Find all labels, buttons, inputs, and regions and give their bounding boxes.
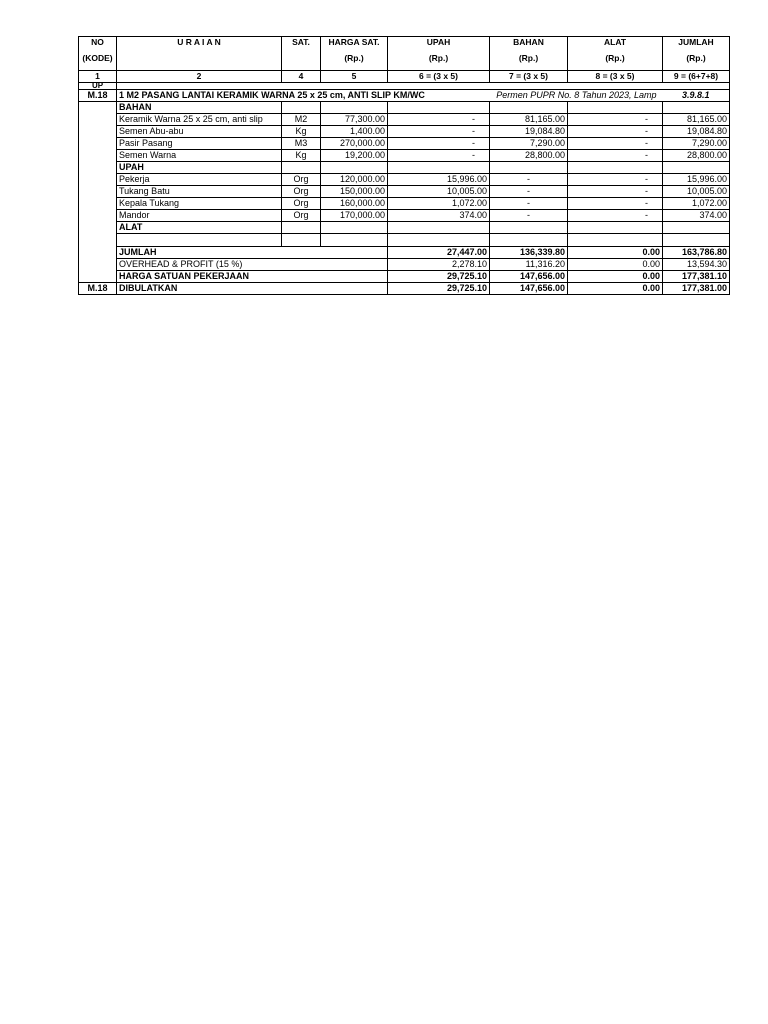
col-header-sat: SAT.	[282, 37, 321, 49]
harga-satuan-upah: 29,725.10	[388, 270, 490, 282]
row-upah: 10,005.00	[388, 185, 490, 197]
row-unit: Org	[282, 209, 321, 221]
row-unit: Org	[282, 185, 321, 197]
row-unit: M3	[282, 137, 321, 149]
header-row-units	[79, 48, 730, 70]
section-bahan-row	[79, 101, 730, 113]
row-desc: Semen Abu-abu	[117, 125, 282, 137]
table-row	[79, 113, 730, 125]
col-header-sat-unit	[282, 48, 321, 70]
row-upah: -	[388, 137, 490, 149]
row-price: 19,200.00	[321, 149, 388, 161]
row-jumlah: 10,005.00	[663, 185, 730, 197]
overhead-row	[79, 258, 730, 270]
col-header-uraian: U R A I A N	[117, 37, 282, 49]
row-bahan: -	[490, 197, 568, 209]
dibulatkan-alat: 0.00	[568, 282, 663, 294]
row-unit: Kg	[282, 125, 321, 137]
row-bahan: 7,290.00	[490, 137, 568, 149]
col-header-upah: UPAH	[388, 37, 490, 49]
item-code: M.18	[79, 89, 117, 101]
col-header-bahan: BAHAN	[490, 37, 568, 49]
row-desc: Kepala Tukang	[117, 197, 282, 209]
total-jumlah-upah: 27,447.00	[388, 246, 490, 258]
row-desc: Tukang Batu	[117, 185, 282, 197]
overhead-label: OVERHEAD & PROFIT (15 %)	[117, 258, 388, 270]
row-upah: -	[388, 149, 490, 161]
row-desc: Semen Warna	[117, 149, 282, 161]
header-row-titles	[79, 37, 730, 49]
row-price: 270,000.00	[321, 137, 388, 149]
table-row	[79, 173, 730, 185]
empty-row	[79, 233, 730, 246]
row-upah: -	[388, 113, 490, 125]
harga-satuan-total: 177,381.10	[663, 270, 730, 282]
row-alat: -	[568, 149, 663, 161]
row-desc: Pasir Pasang	[117, 137, 282, 149]
dibulatkan-row	[79, 282, 730, 294]
code-prefix-row	[79, 82, 730, 89]
col-header-kode: (KODE)	[79, 48, 117, 70]
table-row	[79, 125, 730, 137]
dibulatkan-bahan: 147,656.00	[490, 282, 568, 294]
col-header-alat-unit: (Rp.)	[568, 48, 663, 70]
col-header-harga-sat: HARGA SAT.	[321, 37, 388, 49]
section-upah-row	[79, 161, 730, 173]
row-desc: Pekerja	[117, 173, 282, 185]
row-bahan: 81,165.00	[490, 113, 568, 125]
row-unit: M2	[282, 113, 321, 125]
row-jumlah: 374.00	[663, 209, 730, 221]
total-jumlah-alat: 0.00	[568, 246, 663, 258]
col-number-1: 1	[79, 70, 117, 82]
item-title-row	[79, 89, 730, 101]
col-number-7: 7 = (3 x 5)	[490, 70, 568, 82]
row-price: 120,000.00	[321, 173, 388, 185]
section-upah-label: UPAH	[117, 161, 282, 173]
total-jumlah-total: 163,786.80	[663, 246, 730, 258]
row-price: 1,400.00	[321, 125, 388, 137]
col-header-bahan-unit: (Rp.)	[490, 48, 568, 70]
row-alat: -	[568, 125, 663, 137]
harga-satuan-row	[79, 270, 730, 282]
section-alat-label: ALAT	[117, 221, 282, 233]
col-number-4: 4	[282, 70, 321, 82]
row-jumlah: 28,800.00	[663, 149, 730, 161]
overhead-alat: 0.00	[568, 258, 663, 270]
row-price: 150,000.00	[321, 185, 388, 197]
header-row-numbers	[79, 70, 730, 82]
row-price: 77,300.00	[321, 113, 388, 125]
dibulatkan-code: M.18	[79, 282, 117, 294]
row-unit: Org	[282, 197, 321, 209]
row-bahan: -	[490, 185, 568, 197]
harga-satuan-label: HARGA SATUAN PEKERJAAN	[117, 270, 388, 282]
overhead-upah: 2,278.10	[388, 258, 490, 270]
row-unit: Org	[282, 173, 321, 185]
col-header-no: NO	[79, 37, 117, 49]
table-row	[79, 185, 730, 197]
row-jumlah: 7,290.00	[663, 137, 730, 149]
total-jumlah-label: JUMLAH	[117, 246, 388, 258]
row-upah: 374.00	[388, 209, 490, 221]
col-number-2: 2	[117, 70, 282, 82]
table-row	[79, 209, 730, 221]
col-header-jumlah: JUMLAH	[663, 37, 730, 49]
row-bahan: -	[490, 173, 568, 185]
col-number-6: 6 = (3 x 5)	[388, 70, 490, 82]
item-reference: Permen PUPR No. 8 Tahun 2023, Lamp	[490, 89, 663, 101]
row-price: 170,000.00	[321, 209, 388, 221]
row-jumlah: 1,072.00	[663, 197, 730, 209]
row-upah: -	[388, 125, 490, 137]
row-jumlah: 15,996.00	[663, 173, 730, 185]
row-desc: Mandor	[117, 209, 282, 221]
section-bahan-label: BAHAN	[117, 101, 282, 113]
item-reference-code: 3.9.8.1	[663, 89, 730, 101]
table-row	[79, 137, 730, 149]
row-alat: -	[568, 185, 663, 197]
overhead-bahan: 11,316.20	[490, 258, 568, 270]
row-upah: 1,072.00	[388, 197, 490, 209]
row-jumlah: 19,084.80	[663, 125, 730, 137]
dibulatkan-label: DIBULATKAN	[117, 282, 388, 294]
table-row	[79, 197, 730, 209]
row-alat: -	[568, 137, 663, 149]
ahsp-table	[78, 36, 730, 295]
table-row	[79, 149, 730, 161]
col-header-harga-unit: (Rp.)	[321, 48, 388, 70]
row-alat: -	[568, 197, 663, 209]
row-desc: Keramik Warna 25 x 25 cm, anti slip	[117, 113, 282, 125]
dibulatkan-upah: 29,725.10	[388, 282, 490, 294]
dibulatkan-total: 177,381.00	[663, 282, 730, 294]
col-header-alat: ALAT	[568, 37, 663, 49]
col-header-jumlah-unit: (Rp.)	[663, 48, 730, 70]
harga-satuan-alat: 0.00	[568, 270, 663, 282]
row-alat: -	[568, 113, 663, 125]
harga-satuan-bahan: 147,656.00	[490, 270, 568, 282]
col-number-8: 8 = (3 x 5)	[568, 70, 663, 82]
row-bahan: 19,084.80	[490, 125, 568, 137]
row-bahan: -	[490, 209, 568, 221]
row-jumlah: 81,165.00	[663, 113, 730, 125]
col-header-upah-unit: (Rp.)	[388, 48, 490, 70]
row-price: 160,000.00	[321, 197, 388, 209]
row-unit: Kg	[282, 149, 321, 161]
col-number-9: 9 = (6+7+8)	[663, 70, 730, 82]
overhead-total: 13,594.30	[663, 258, 730, 270]
row-bahan: 28,800.00	[490, 149, 568, 161]
total-jumlah-bahan: 136,339.80	[490, 246, 568, 258]
code-prefix: UP	[79, 82, 117, 89]
section-alat-row	[79, 221, 730, 233]
total-jumlah-row	[79, 246, 730, 258]
item-title: 1 M2 PASANG LANTAI KERAMIK WARNA 25 x 25 cm, ANTI SLIP KM/WC	[117, 89, 490, 101]
row-alat: -	[568, 209, 663, 221]
row-alat: -	[568, 173, 663, 185]
col-header-uraian-unit	[117, 48, 282, 70]
row-upah: 15,996.00	[388, 173, 490, 185]
col-number-5: 5	[321, 70, 388, 82]
